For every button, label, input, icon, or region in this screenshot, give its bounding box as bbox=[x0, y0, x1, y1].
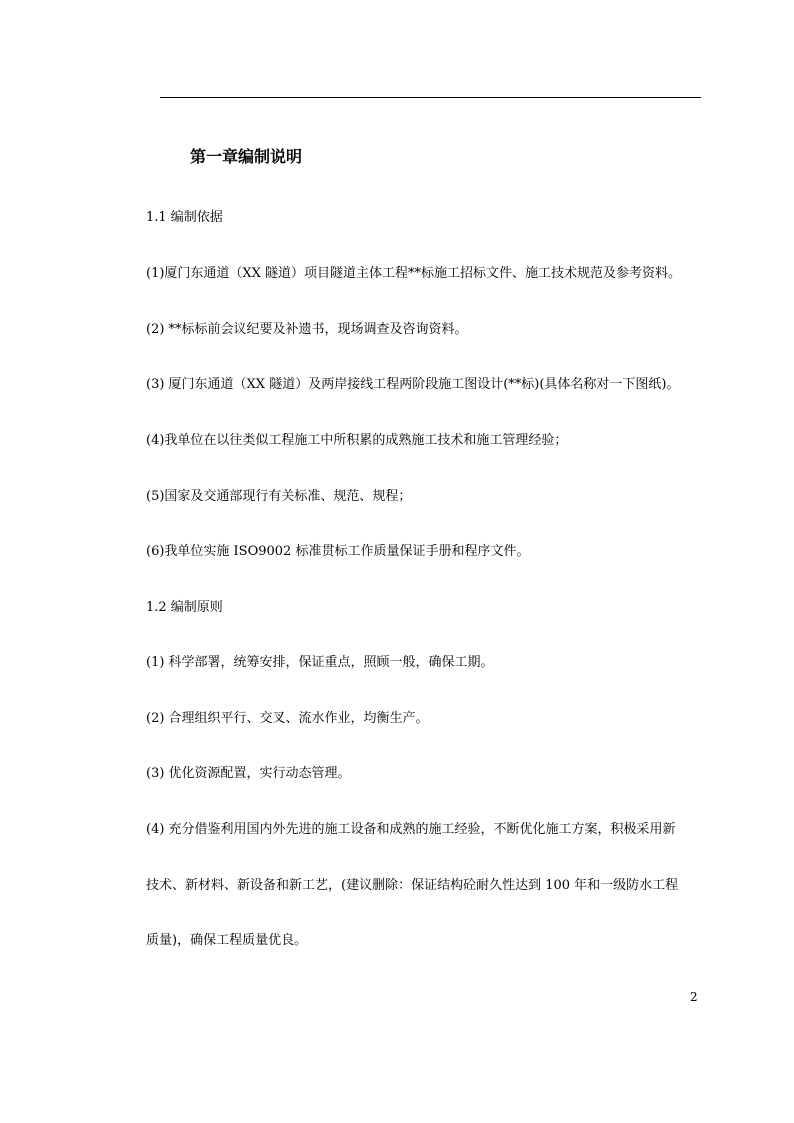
page-number: 2 bbox=[690, 990, 698, 1004]
basis-item-5: (5)国家及交通部现行有关标准、规范、规程； bbox=[146, 489, 412, 504]
section-heading-1-2: 1.2 编制原则 bbox=[146, 600, 223, 615]
chapter-title: 第一章编制说明 bbox=[190, 147, 303, 166]
section-heading-1-1: 1.1 编制依据 bbox=[146, 210, 223, 225]
header-rule bbox=[160, 97, 701, 98]
principle-item-1: (1) 科学部署，统筹安排，保证重点，照顾一般，确保工期。 bbox=[146, 655, 494, 670]
basis-item-6: (6)我单位实施 ISO9002 标准贯标工作质量保证手册和程序文件。 bbox=[146, 544, 530, 559]
principle-item-4-line-2: 技术、新材料、新设备和新工艺，(建议删除：保证结构砼耐久性达到 100 年和一级防水工程 bbox=[146, 878, 679, 893]
principle-item-2: (2) 合理组织平行、交叉、流水作业，均衡生产。 bbox=[146, 711, 429, 726]
principle-item-4-line-3: 质量)，确保工程质量优良。 bbox=[146, 933, 308, 948]
basis-item-4: (4)我单位在以往类似工程施工中所积累的成熟施工技术和施工管理经验； bbox=[146, 433, 568, 448]
basis-item-1: (1)厦门东通道（XX 隧道）项目隧道主体工程**标施工招标文件、施工技术规范及参考资料。 bbox=[146, 266, 682, 281]
principle-item-4-line-1: (4) 充分借鉴利用国内外先进的施工设备和成熟的施工经验，不断优化施工方案，积极采用新 bbox=[146, 822, 676, 837]
basis-item-2: (2) **标标前会议纪要及补遗书，现场调查及咨询资料。 bbox=[146, 322, 468, 337]
basis-item-3: (3) 厦门东通道（XX 隧道）及两岸接线工程两阶段施工图设计(**标)(具体名称对一下图纸)。 bbox=[146, 377, 680, 392]
principle-item-3: (3) 优化资源配置，实行动态管理。 bbox=[146, 766, 351, 781]
